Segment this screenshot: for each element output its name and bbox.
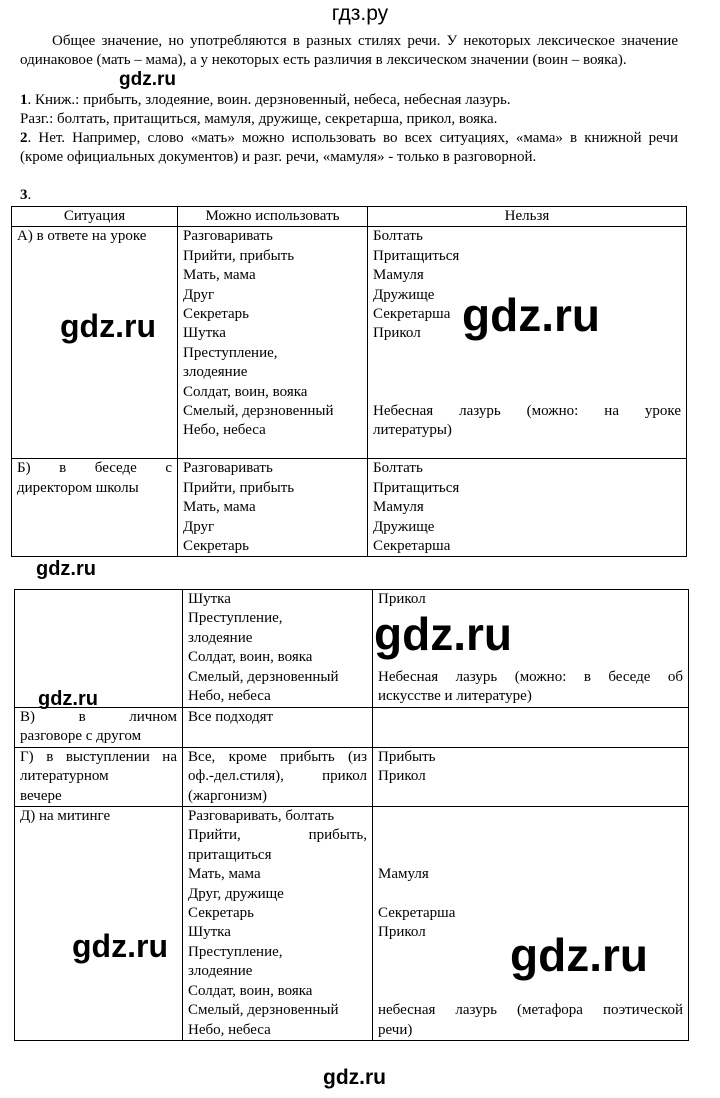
allowed-word: Друг [183, 286, 215, 303]
forbidden-word: Прикол [373, 325, 421, 342]
allowed-word: злодеяние [188, 963, 253, 980]
forbidden-cell [373, 807, 689, 1041]
table-header-row [12, 207, 687, 227]
column-header-allowed: Можно использовать [178, 207, 368, 227]
forbidden-word: Дружище [373, 518, 435, 535]
allowed-word: Секретарь [188, 905, 255, 922]
allowed-word: Все, кроме прибыть (из [188, 748, 367, 765]
forbidden-word: Болтать [373, 228, 423, 245]
table-row [15, 590, 689, 708]
allowed-cell [183, 747, 373, 806]
allowed-word: Друг [183, 518, 215, 535]
watermark: gdz.ru [119, 69, 176, 90]
allowed-word: Смелый, дерзновенный [183, 403, 334, 420]
forbidden-word: искусстве и литературе) [378, 688, 532, 705]
column-header-forbidden: Нельзя [368, 207, 687, 227]
forbidden-word: Притащиться [373, 247, 460, 264]
answer-1-colloquial: Разг.: болтать, притащиться, мамуля, дружище, секретарша, прикол, вояка. [20, 111, 498, 127]
forbidden-word: литературы) [373, 422, 452, 439]
watermark: gdz.ru [60, 308, 156, 344]
allowed-word: Разговаривать, болтать [188, 808, 335, 825]
site-header: гдз.ру [331, 2, 389, 25]
forbidden-word: речи) [378, 1021, 413, 1038]
allowed-word: Секретарь [183, 538, 250, 555]
allowed-word: Смелый, дерзновенный [188, 1002, 339, 1019]
forbidden-word: Болтать [373, 460, 423, 477]
situation-cell: Б) в беседе с директором школы [12, 459, 178, 557]
forbidden-word: Секретарша [373, 538, 451, 555]
forbidden-cell [368, 459, 687, 557]
forbidden-word: Небесная лазурь (можно: на уроке [373, 403, 681, 420]
watermark: gdz.ru [36, 558, 96, 580]
answer-3-label: 3. [20, 187, 32, 203]
allowed-word: Солдат, воин, вояка [188, 649, 313, 666]
watermark: gdz.ru [462, 289, 600, 341]
forbidden-word: небесная лазурь (метафора поэтической [378, 1002, 683, 1019]
intro-paragraph: Общее значение, но употребляются в разных стилях речи. У некоторых лексическое значение одинаковое (мать – мама), а у некоторых есть различия в лексическом значении (воин – вояка). [20, 33, 678, 68]
watermark: gdz.ru [510, 929, 648, 981]
situation-cell: А) в ответе на уроке [12, 227, 178, 459]
forbidden-word: Секретарша [378, 905, 456, 922]
allowed-word: (жаргонизм) [188, 787, 268, 804]
allowed-word: злодеяние [188, 629, 253, 646]
table-row [12, 459, 687, 557]
allowed-word: злодеяние [183, 364, 248, 381]
forbidden-cell [373, 708, 689, 748]
forbidden-word: Притащиться [373, 479, 460, 496]
forbidden-word: Прикол [378, 768, 426, 785]
forbidden-word: Мамуля [378, 866, 429, 883]
allowed-word: притащиться [188, 846, 272, 863]
allowed-word: оф.-дел.стиля), прикол [188, 768, 367, 785]
allowed-word: Смелый, дерзновенный [188, 668, 339, 685]
forbidden-word: Дружище [373, 286, 435, 303]
allowed-word: Шутка [188, 924, 231, 941]
allowed-cell [178, 227, 368, 459]
allowed-word: Солдат, воин, вояка [183, 383, 308, 400]
forbidden-word: Мамуля [373, 499, 424, 516]
allowed-word: Секретарь [183, 306, 250, 323]
allowed-word: Разговаривать [183, 460, 273, 477]
answer-2: 2. Нет. Например, слово «мать» можно использовать во всех ситуациях, «мама» в книжной речи (кроме официальных документов) и разг. речи, «мамуля» - только в разговорной. [20, 130, 678, 165]
forbidden-cell [373, 747, 689, 806]
situations-table-part1 [11, 206, 687, 557]
allowed-word: Преступление, [188, 943, 283, 960]
watermark: gdz.ru [38, 688, 98, 710]
allowed-word: Мать, мама [188, 866, 261, 883]
allowed-cell [183, 590, 373, 708]
allowed-word: Преступление, [188, 610, 283, 627]
allowed-word: Прийти, прибыть [183, 247, 295, 264]
situation-cell: В) в личном разговоре с другом [15, 708, 183, 748]
forbidden-cell [368, 227, 687, 459]
allowed-word: Небо, небеса [188, 688, 271, 705]
allowed-word: Мать, мама [183, 499, 256, 516]
allowed-word: Прийти, прибыть, [188, 827, 367, 844]
allowed-word: Солдат, воин, вояка [188, 982, 313, 999]
allowed-word: Небо, небеса [183, 422, 266, 439]
forbidden-word: Секретарша [373, 306, 451, 323]
situation-cell: Д) на митинге [15, 807, 183, 1041]
forbidden-word: Прикол [378, 924, 426, 941]
allowed-word: Мать, мама [183, 267, 256, 284]
table-row [15, 807, 689, 1041]
forbidden-word: Прибыть [378, 748, 436, 765]
allowed-word: Небо, небеса [188, 1021, 271, 1038]
allowed-word: Прийти, прибыть [183, 479, 295, 496]
watermark: gdz.ru [374, 608, 512, 660]
table-row [15, 708, 689, 748]
table-row [15, 747, 689, 806]
answer-1: 1. Книж.: прибыть, злодеяние, воин. дерзновенный, небеса, небесная лазурь. [20, 92, 511, 108]
allowed-word: Все подходят [188, 709, 274, 725]
allowed-cell [183, 807, 373, 1041]
watermark: gdz.ru [323, 1066, 386, 1089]
allowed-word: Преступление, [183, 344, 278, 361]
allowed-cell [183, 708, 373, 748]
column-header-situation: Ситуация [12, 207, 178, 227]
allowed-word: Шутка [183, 325, 226, 342]
allowed-cell [178, 459, 368, 557]
forbidden-word: Мамуля [373, 267, 424, 284]
forbidden-word: Небесная лазурь (можно: в беседе об [378, 668, 683, 685]
allowed-word: Шутка [188, 591, 231, 607]
watermark: gdz.ru [72, 928, 168, 964]
forbidden-word: Прикол [378, 591, 426, 607]
allowed-word: Друг, дружище [188, 885, 284, 902]
allowed-word: Разговаривать [183, 228, 273, 245]
situation-cell: Г) в выступлении на литературном вечере [15, 747, 183, 806]
